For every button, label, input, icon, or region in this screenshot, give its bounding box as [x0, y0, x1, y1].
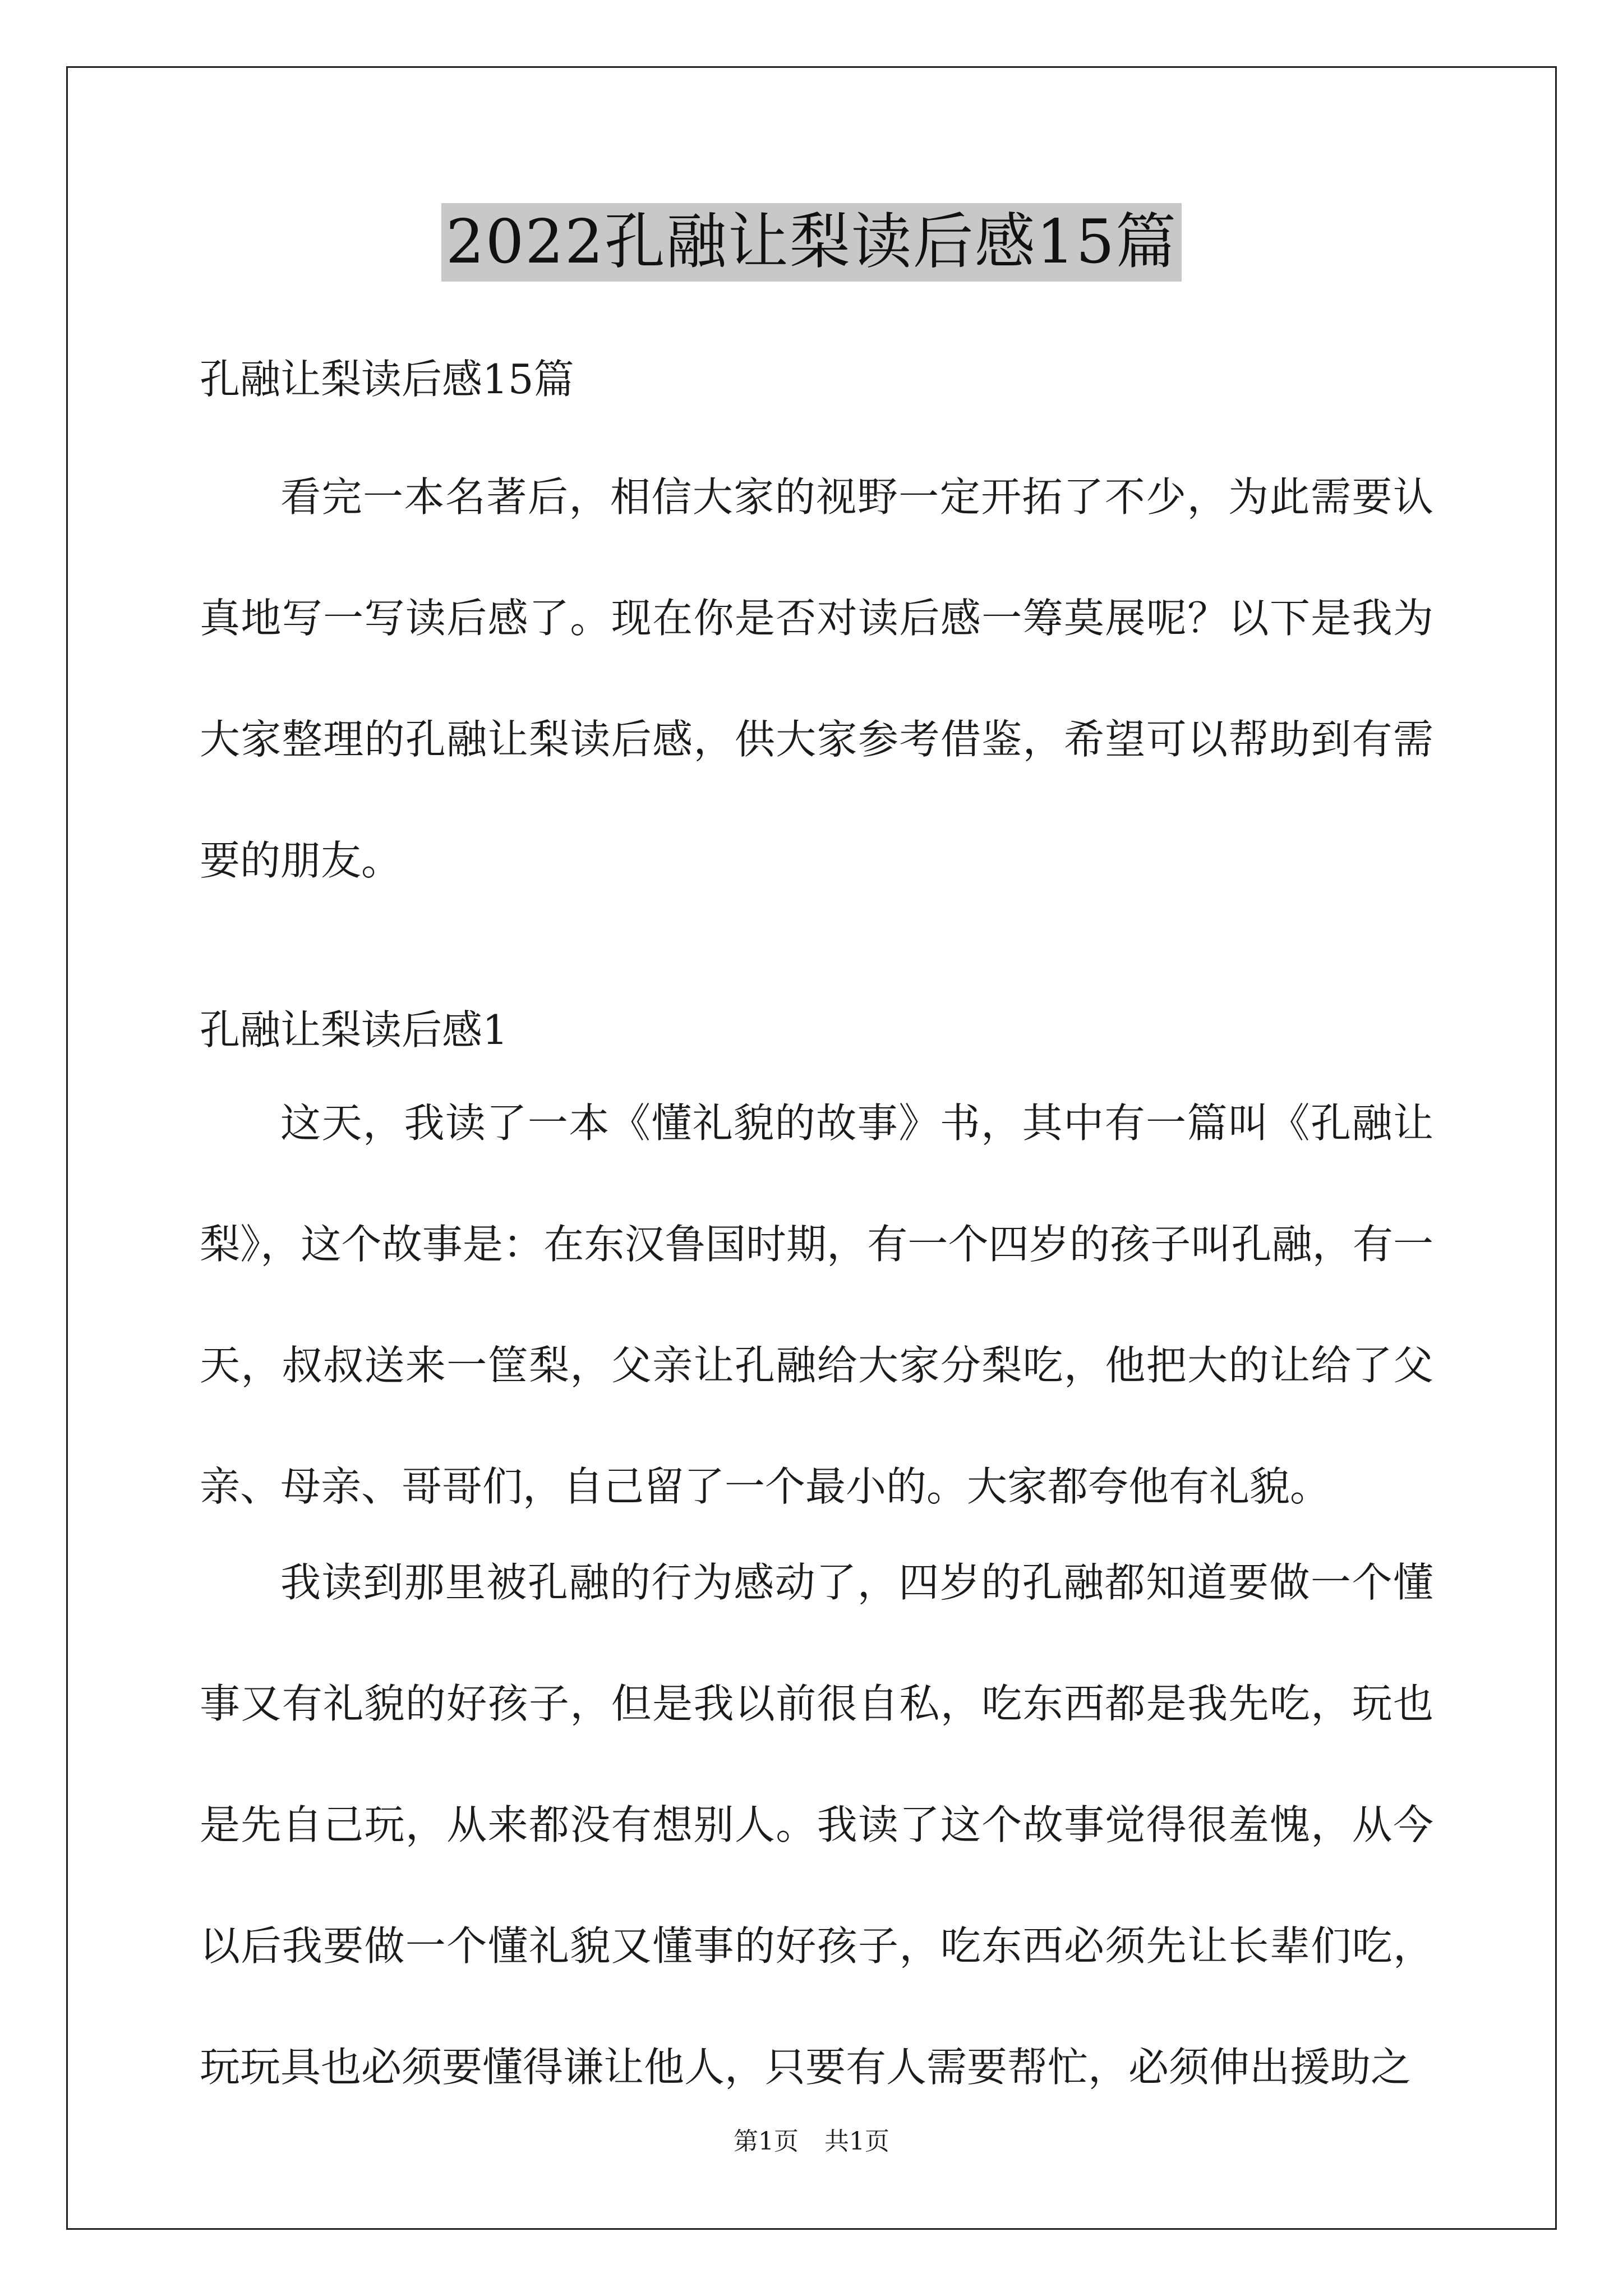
section-heading: 孔融让梨读后感1	[200, 1006, 508, 1053]
document-title: 2022孔融让梨读后感15篇	[441, 203, 1182, 282]
page-count: 共1页	[824, 2127, 889, 2156]
title-container	[0, 203, 1623, 282]
body-paragraph-1: 这天，我读了一本《懂礼貌的故事》书，其中有一篇叫《孔融让梨》，这个故事是：在东汉鲁国时期，有一个四岁的孩子叫孔融，有一天，叔叔送来一筐梨，父亲让孔融给大家分梨吃，他把大的让给了父亲、母亲、哥哥们，自己留了一个最小的。大家都夸他有礼貌。	[200, 1099, 1433, 1510]
body-paragraph-2: 我读到那里被孔融的行为感动了，四岁的孔融都知道要做一个懂事又有礼貌的好孩子，但是我以前很自私，吃东西都是我先吃，玩也是先自己玩，从来都没有想别人。我读了这个故事觉得很羞愧，从今以后我要做一个懂礼貌又懂事的好孩子，吃东西必须先让长辈们吃，玩玩具也必须要懂得谦让他人，只要有人需要帮忙，必须伸出援助之	[200, 1559, 1433, 2091]
page-footer	[0, 2125, 1623, 2159]
intro-paragraph: 看完一本名著后，相信大家的视野一定开拓了不少，为此需要认真地写一写读后感了。现在你是否对读后感一筹莫展呢？以下是我为大家整理的孔融让梨读后感，供大家参考借鉴，希望可以帮助到有需要的朋友。	[200, 473, 1433, 884]
document-subtitle: 孔融让梨读后感15篇	[200, 356, 574, 403]
page-number: 第1页	[734, 2127, 799, 2156]
